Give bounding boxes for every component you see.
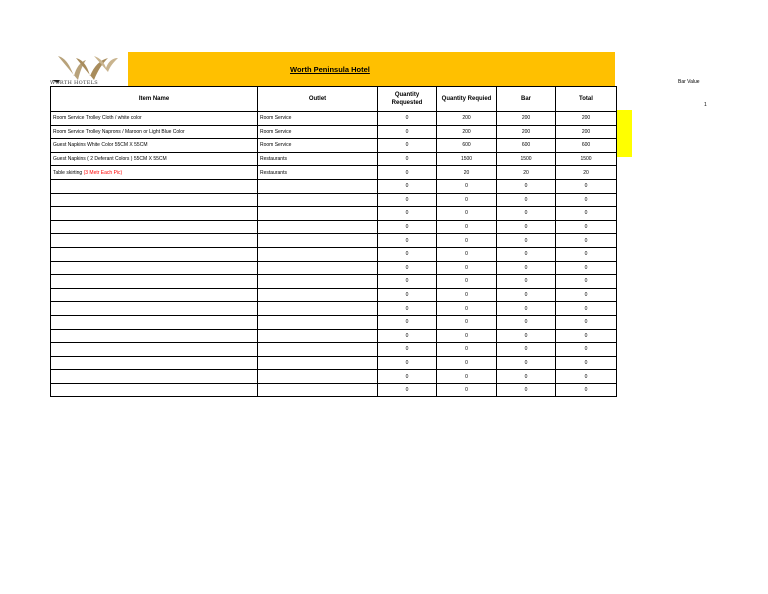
cell-quantity-requested[interactable]: 0 [378,112,437,126]
table-row [51,370,617,384]
cell-quantity-required[interactable]: 0 [437,315,497,329]
cell-outlet[interactable] [258,356,378,370]
cell-bar[interactable]: 0 [497,234,556,248]
column-header-qty-required[interactable]: Quantity Requied [437,87,497,112]
cell-quantity-requested[interactable]: 0 [378,302,437,316]
bar-value-label: Bar Value [678,79,700,85]
cell-item-name[interactable]: Guest Napkins ( 2 Deferant Colors ) 55CM X 55CM [51,152,258,166]
table-row [51,383,617,397]
cell-item-name[interactable] [51,234,258,248]
cell-quantity-requested[interactable]: 0 [378,193,437,207]
cell-total[interactable]: 600 [556,139,617,153]
column-header-bar[interactable]: Bar [497,87,556,112]
bar-value: 1 [704,102,707,108]
cell-item-name[interactable]: Table skirting (3 Metr Each Pic) [51,166,258,180]
highlight-cells [616,110,632,157]
cell-item-name[interactable] [51,207,258,221]
cell-bar[interactable]: 0 [497,247,556,261]
cell-quantity-required[interactable]: 1500 [437,152,497,166]
cell-item-name[interactable] [51,275,258,289]
cell-bar[interactable]: 0 [497,302,556,316]
cell-total[interactable]: 1500 [556,152,617,166]
cell-outlet[interactable] [258,275,378,289]
cell-total[interactable]: 20 [556,166,617,180]
items-table [50,86,617,397]
cell-outlet[interactable]: Restaurants [258,152,378,166]
cell-total[interactable]: 0 [556,220,617,234]
cell-bar[interactable]: 0 [497,207,556,221]
cell-quantity-required[interactable]: 0 [437,370,497,384]
table-row [51,343,617,357]
cell-outlet[interactable] [258,343,378,357]
cell-outlet[interactable] [258,329,378,343]
cell-bar[interactable]: 600 [497,139,556,153]
cell-outlet[interactable] [258,247,378,261]
cell-total[interactable]: 0 [556,315,617,329]
cell-quantity-requested[interactable]: 0 [378,207,437,221]
cell-quantity-required[interactable]: 0 [437,247,497,261]
cell-item-name[interactable] [51,356,258,370]
table-row [51,207,617,221]
cell-total[interactable]: 0 [556,356,617,370]
cell-quantity-required[interactable]: 0 [437,288,497,302]
cell-quantity-required[interactable]: 200 [437,112,497,126]
cell-total[interactable]: 0 [556,261,617,275]
cell-outlet[interactable] [258,193,378,207]
cell-quantity-requested[interactable]: 0 [378,152,437,166]
cell-total[interactable]: 200 [556,125,617,139]
cell-quantity-required[interactable]: 200 [437,125,497,139]
cell-item-name[interactable] [51,247,258,261]
cell-bar[interactable]: 0 [497,370,556,384]
table-row [51,288,617,302]
cell-total[interactable]: 0 [556,179,617,193]
cell-outlet[interactable]: Room Service [258,112,378,126]
cell-total[interactable]: 0 [556,275,617,289]
table-row [51,193,617,207]
table-row [51,220,617,234]
cell-quantity-required[interactable]: 0 [437,261,497,275]
cell-bar[interactable]: 0 [497,383,556,397]
table-row [51,261,617,275]
cell-total[interactable]: 0 [556,247,617,261]
cell-outlet[interactable] [258,261,378,275]
table-row [51,247,617,261]
cell-item-name[interactable] [51,383,258,397]
table-row [51,139,617,153]
cell-outlet[interactable] [258,288,378,302]
item-note: (3 Metr Each Pic) [83,169,123,176]
cell-item-name[interactable] [51,220,258,234]
cell-outlet[interactable] [258,179,378,193]
cell-quantity-requested[interactable]: 0 [378,383,437,397]
cell-outlet[interactable] [258,302,378,316]
cell-outlet[interactable]: Room Service [258,125,378,139]
cell-outlet[interactable] [258,370,378,384]
column-header-total[interactable]: Total [556,87,617,112]
cell-outlet[interactable] [258,383,378,397]
cell-quantity-requested[interactable]: 0 [378,370,437,384]
cell-total[interactable]: 0 [556,302,617,316]
cell-quantity-required[interactable]: 0 [437,220,497,234]
cell-quantity-requested[interactable]: 0 [378,288,437,302]
cell-item-name[interactable] [51,193,258,207]
cell-item-name[interactable]: Room Service Trolley Naprons / Maroon or Light Blue Color [51,125,258,139]
cell-bar[interactable]: 0 [497,179,556,193]
cell-item-name[interactable] [51,179,258,193]
cell-quantity-required[interactable]: 0 [437,343,497,357]
logo-caption: WORTH HOTELS [50,80,98,86]
cell-item-name[interactable] [51,343,258,357]
cell-quantity-required[interactable]: 0 [437,302,497,316]
cell-bar[interactable]: 200 [497,125,556,139]
cell-bar[interactable]: 0 [497,193,556,207]
cell-total[interactable]: 0 [556,343,617,357]
cell-quantity-requested[interactable]: 0 [378,275,437,289]
table-header-row [51,87,617,112]
cell-bar[interactable]: 0 [497,329,556,343]
cell-quantity-requested[interactable]: 0 [378,343,437,357]
cell-outlet[interactable] [258,207,378,221]
cell-quantity-required[interactable]: 0 [437,329,497,343]
cell-item-name[interactable]: Guest Napkins White Color 55CM X 55CM [51,139,258,153]
table-row [51,179,617,193]
cell-bar[interactable]: 0 [497,275,556,289]
cell-total[interactable]: 200 [556,112,617,126]
cell-quantity-requested[interactable]: 0 [378,220,437,234]
table-row [51,112,617,126]
cell-total[interactable]: 0 [556,370,617,384]
cell-quantity-requested[interactable]: 0 [378,166,437,180]
table-row [51,302,617,316]
cell-quantity-required[interactable]: 20 [437,166,497,180]
cell-quantity-required[interactable]: 0 [437,383,497,397]
cell-total[interactable]: 0 [556,207,617,221]
cell-outlet[interactable] [258,315,378,329]
column-header-item[interactable]: Item Name [51,87,258,112]
cell-quantity-required[interactable]: 0 [437,207,497,221]
page-title: Worth Peninsula Hotel [290,65,370,74]
cell-item-name[interactable]: Room Service Trolley Cloth / white color [51,112,258,126]
table-row [51,152,617,166]
table-row [51,356,617,370]
cell-outlet[interactable]: Room Service [258,139,378,153]
cell-quantity-requested[interactable]: 0 [378,179,437,193]
cell-bar[interactable]: 0 [497,261,556,275]
cell-total[interactable]: 0 [556,383,617,397]
cell-bar[interactable]: 1500 [497,152,556,166]
cell-item-name[interactable] [51,288,258,302]
table-body [51,112,617,397]
table-row [51,125,617,139]
cell-bar[interactable]: 0 [497,315,556,329]
cell-total[interactable]: 0 [556,193,617,207]
cell-outlet[interactable] [258,234,378,248]
cell-quantity-requested[interactable]: 0 [378,356,437,370]
cell-total[interactable]: 0 [556,288,617,302]
column-header-outlet[interactable]: Outlet [258,87,378,112]
cell-outlet[interactable]: Restaurants [258,166,378,180]
cell-quantity-required[interactable]: 600 [437,139,497,153]
cell-quantity-required[interactable]: 0 [437,193,497,207]
cell-quantity-requested[interactable]: 0 [378,315,437,329]
table-row [51,234,617,248]
cell-quantity-required[interactable]: 0 [437,356,497,370]
table-row [51,166,617,180]
table-row [51,329,617,343]
cell-item-name[interactable] [51,329,258,343]
table-row [51,315,617,329]
cell-quantity-requested[interactable]: 0 [378,329,437,343]
cell-total[interactable]: 0 [556,234,617,248]
cell-item-name[interactable] [51,261,258,275]
cell-bar[interactable]: 0 [497,343,556,357]
table-row [51,275,617,289]
cell-quantity-requested[interactable]: 0 [378,125,437,139]
cell-quantity-requested[interactable]: 0 [378,261,437,275]
cell-bar[interactable]: 0 [497,288,556,302]
cell-bar[interactable]: 0 [497,220,556,234]
cell-quantity-requested[interactable]: 0 [378,139,437,153]
cell-item-name[interactable] [51,370,258,384]
cell-outlet[interactable] [258,220,378,234]
cell-quantity-requested[interactable]: 0 [378,247,437,261]
cell-bar[interactable]: 200 [497,112,556,126]
cell-bar[interactable]: 20 [497,166,556,180]
cell-quantity-required[interactable]: 0 [437,179,497,193]
cell-item-name[interactable] [51,315,258,329]
column-header-qty-requested[interactable]: Quantity Requested [378,87,437,112]
cell-bar[interactable]: 0 [497,356,556,370]
cell-quantity-required[interactable]: 0 [437,234,497,248]
cell-item-name[interactable] [51,302,258,316]
cell-quantity-required[interactable]: 0 [437,275,497,289]
cell-quantity-requested[interactable]: 0 [378,234,437,248]
cell-total[interactable]: 0 [556,329,617,343]
